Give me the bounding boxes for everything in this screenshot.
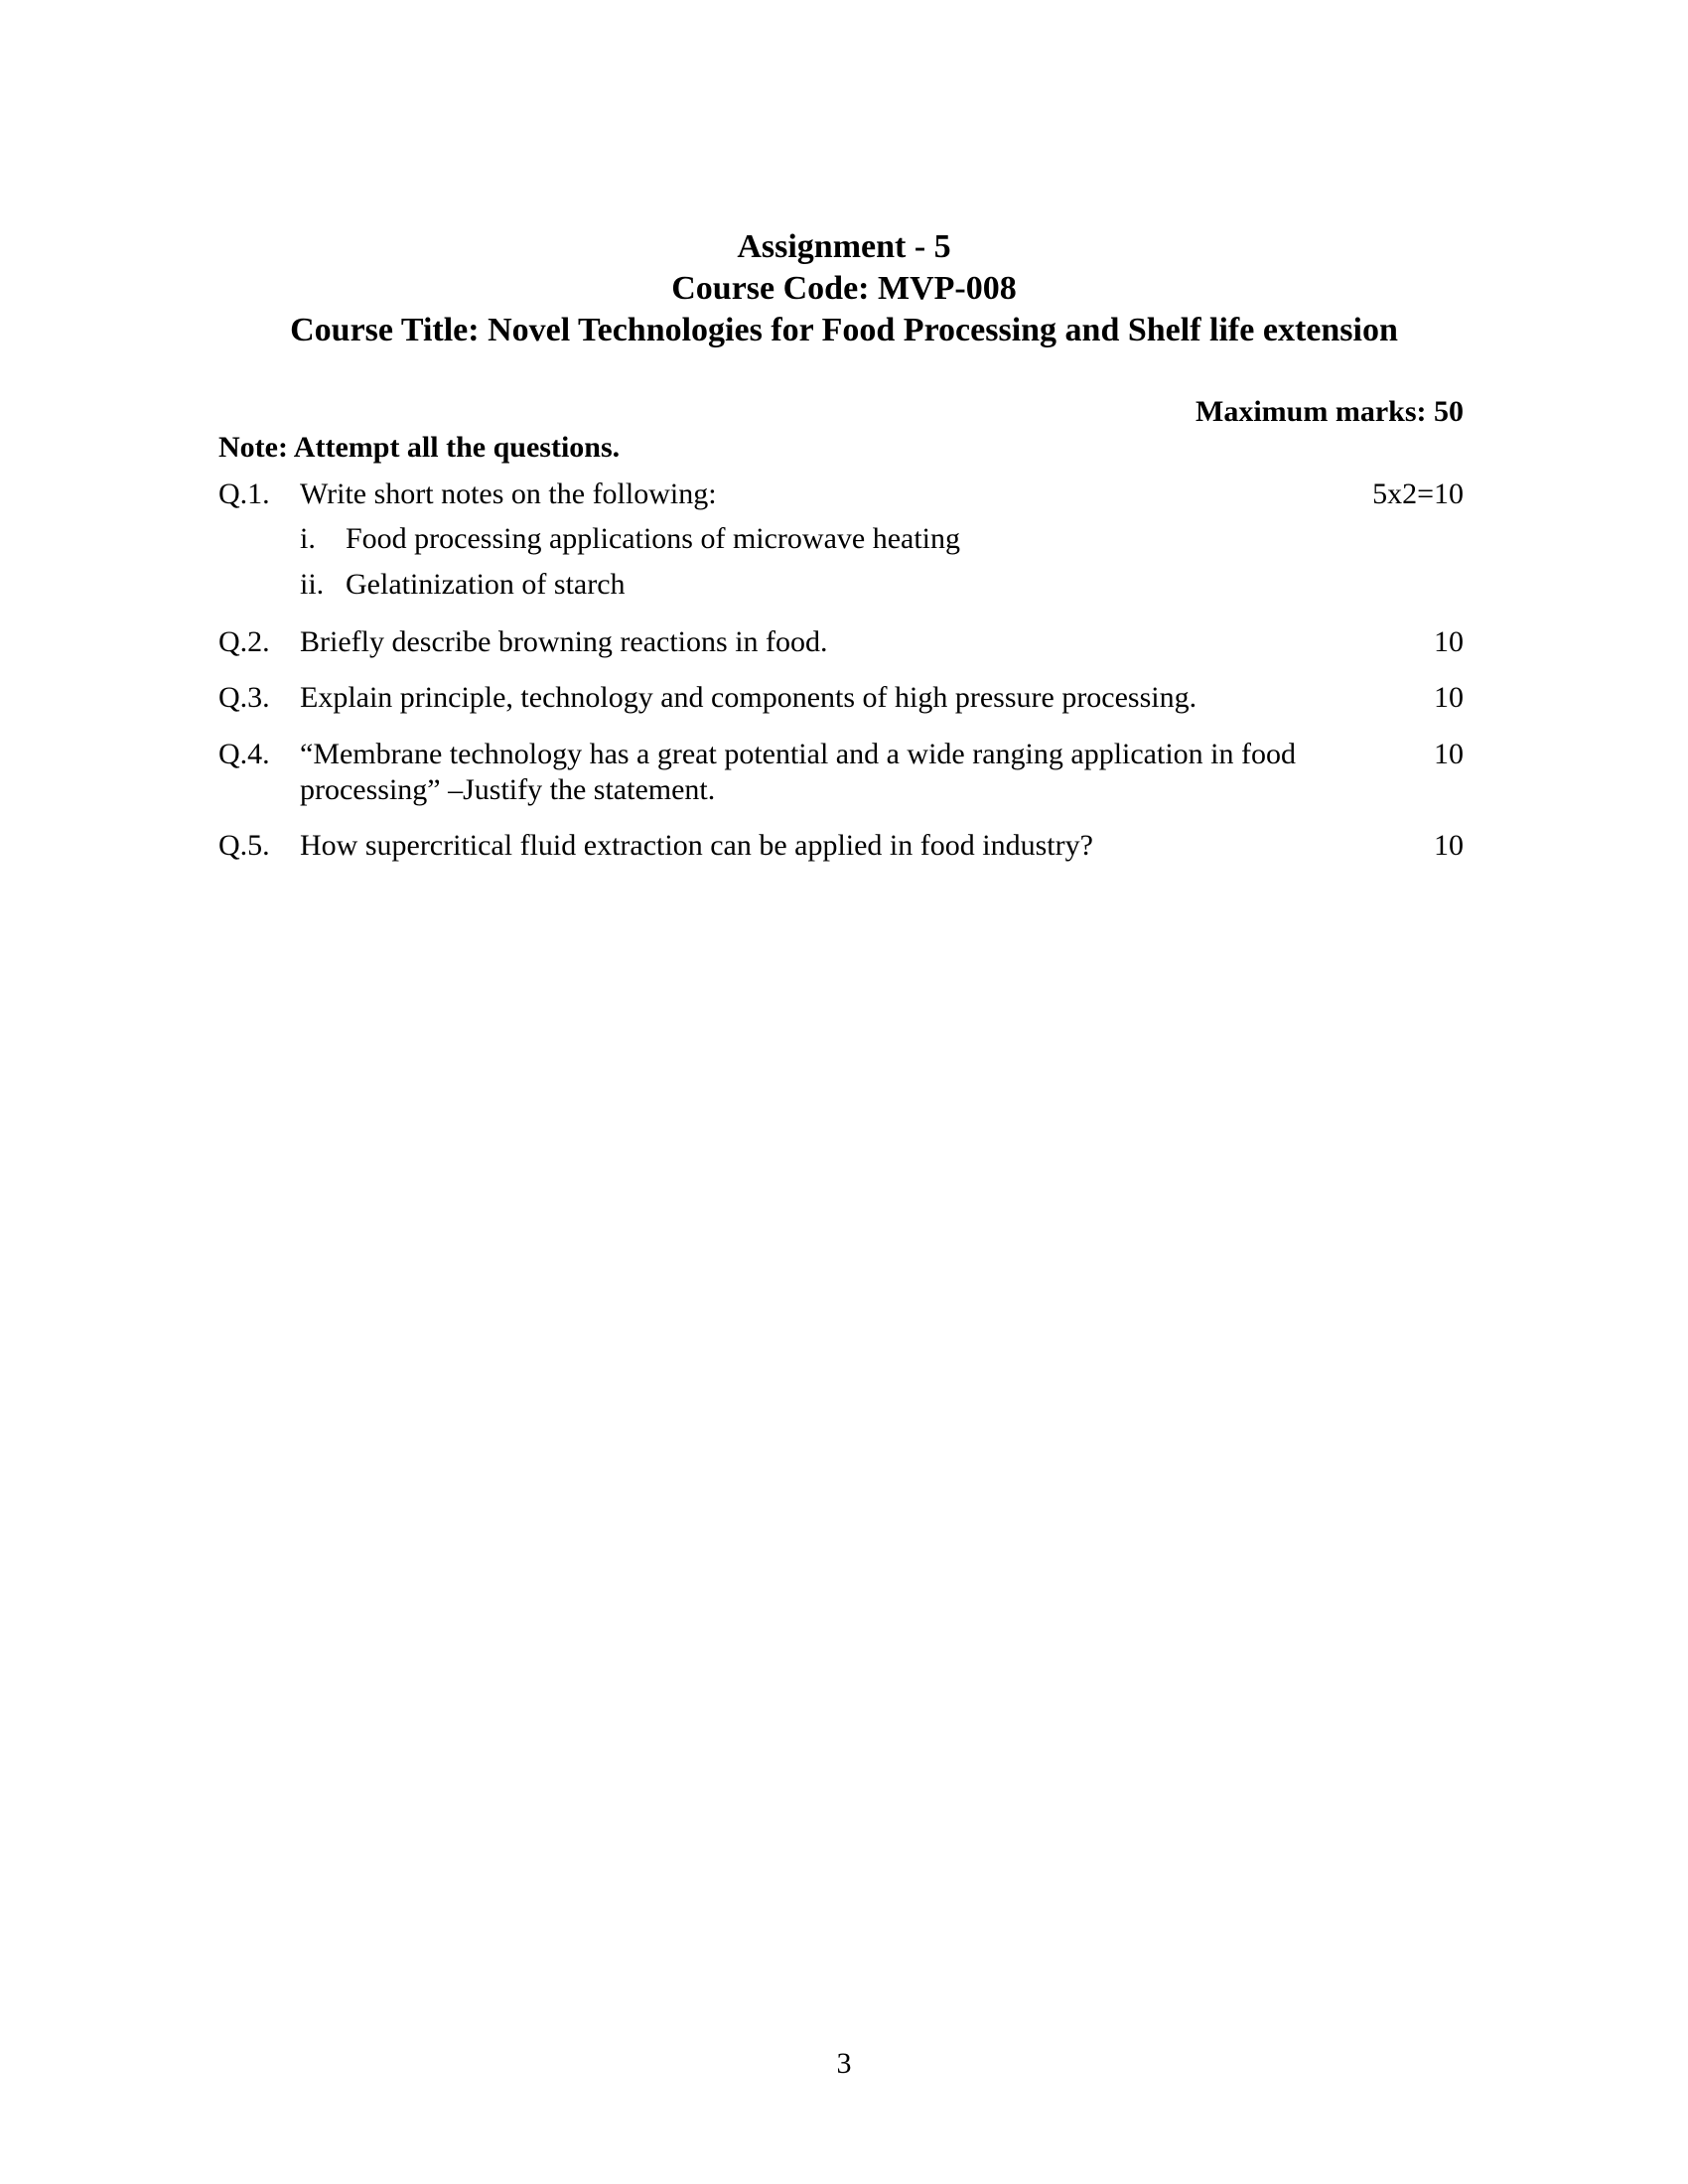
question-marks: 10 [1434, 625, 1464, 658]
subitem-numeral: ii. [300, 568, 325, 601]
question-text: Write short notes on the following: [300, 478, 717, 510]
page-number: 3 [836, 2047, 852, 2080]
question-number: Q.1. [218, 478, 270, 510]
course-code: Course Code: MVP-008 [671, 270, 1017, 307]
subitem-text: Gelatinization of starch [346, 568, 626, 601]
question-marks: 5x2=10 [1372, 478, 1464, 510]
document-header [0, 226, 1688, 351]
question-marks: 10 [1434, 829, 1464, 862]
question-text: Briefly describe browning reactions in food. [300, 625, 828, 658]
subitem-text: Food processing applications of microwave heating [346, 522, 961, 555]
question-marks: 10 [1434, 681, 1464, 714]
question-number: Q.5. [218, 829, 270, 862]
question-number: Q.2. [218, 625, 270, 658]
maximum-marks: Maximum marks: 50 [1196, 395, 1464, 428]
question-number: Q.3. [218, 681, 270, 714]
question-text: “Membrane technology has a great potential and a wide ranging application in food processing” –Justify the statement. [300, 738, 1296, 806]
course-title: Course Title: Novel Technologies for Food Processing and Shelf life extension [290, 312, 1398, 348]
subitem-numeral: i. [300, 522, 316, 555]
question-marks: 10 [1434, 738, 1464, 770]
instructions-note: Note: Attempt all the questions. [218, 431, 621, 464]
question-text: Explain principle, technology and components of high pressure processing. [300, 681, 1197, 714]
question-text: How supercritical fluid extraction can be applied in food industry? [300, 829, 1093, 862]
question-number: Q.4. [218, 738, 270, 770]
assignment-title: Assignment - 5 [737, 228, 951, 265]
